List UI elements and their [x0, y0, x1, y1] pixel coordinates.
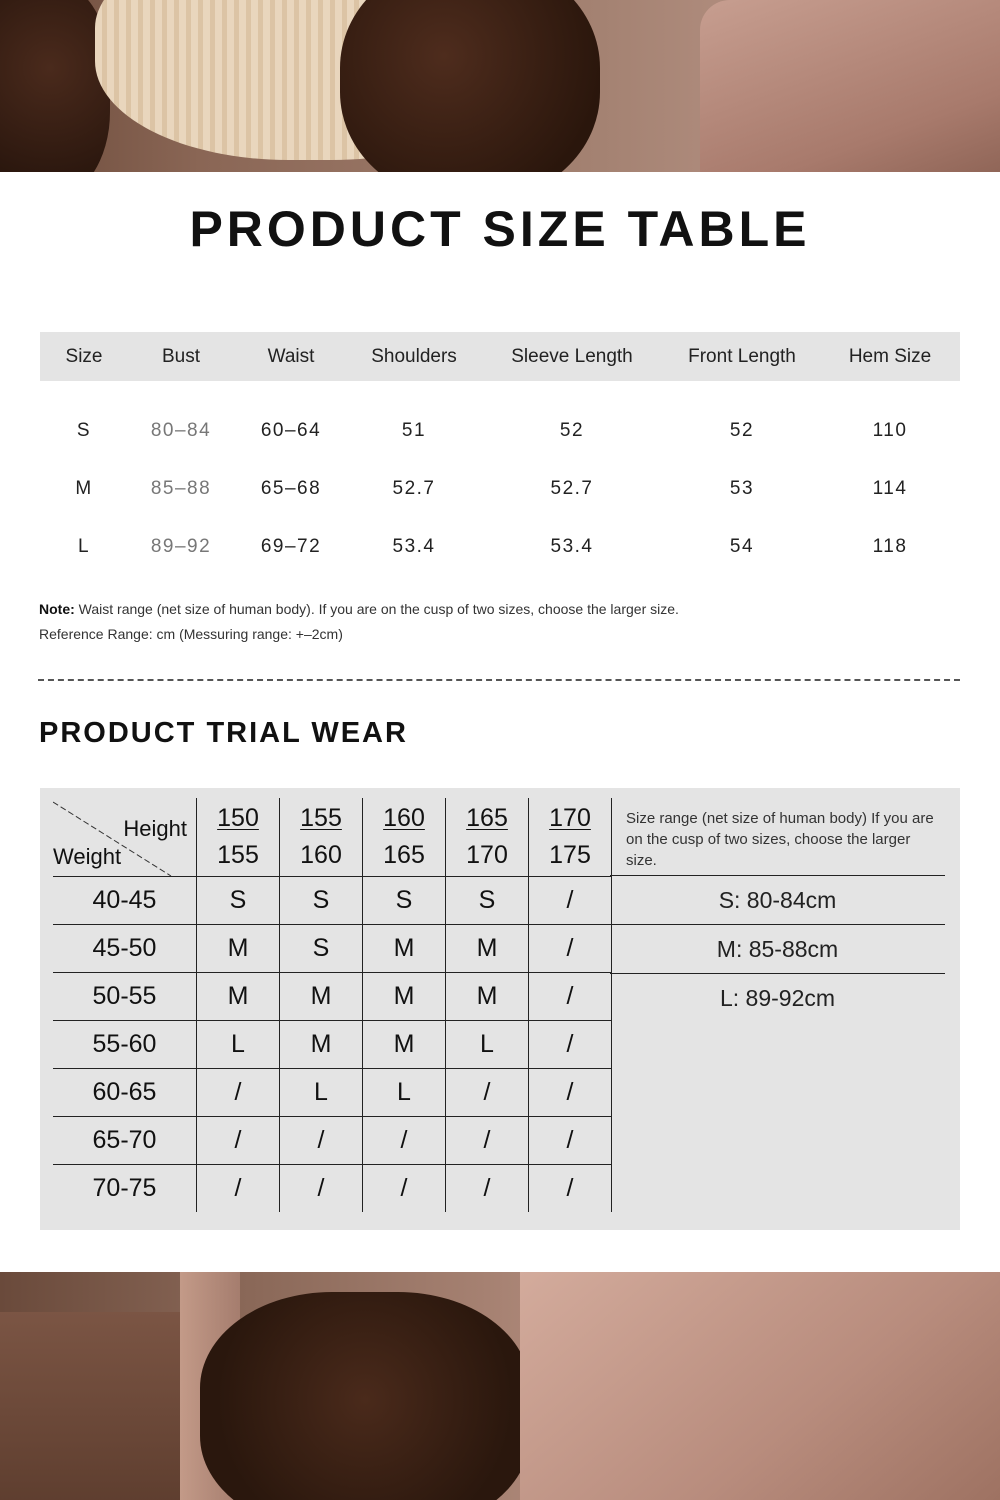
- size-range-l: L: 89-92cm: [719, 985, 836, 1011]
- size-cell: L: [446, 1021, 529, 1069]
- weight-range-cell: 45-50: [53, 925, 197, 973]
- size-cell: M: [363, 925, 446, 973]
- height-from: 160: [383, 804, 425, 832]
- size-cell: S: [197, 877, 280, 925]
- height-from: 155: [300, 804, 342, 832]
- trial-header-row: [53, 798, 612, 877]
- cell-hem-size: 118: [872, 536, 908, 557]
- fur-cuff: [200, 1292, 530, 1500]
- suede-coat: [520, 1272, 1000, 1500]
- size-cell: S: [280, 877, 363, 925]
- size-cell: L: [363, 1069, 446, 1117]
- table-row: [53, 1117, 612, 1165]
- size-cell: /: [529, 1069, 612, 1117]
- weight-range-cell: 40-45: [53, 877, 197, 925]
- size-cell: M: [363, 1021, 446, 1069]
- size-cell: /: [197, 1165, 280, 1213]
- height-range-cell: [529, 798, 612, 877]
- size-cell: /: [197, 1069, 280, 1117]
- cell-sleeve-length: 53.4: [550, 536, 594, 557]
- table-row: [53, 877, 612, 925]
- size-cell: M: [197, 925, 280, 973]
- size-cell: /: [363, 1117, 446, 1165]
- height-range-cell: [197, 798, 280, 877]
- height-from: 170: [549, 804, 591, 832]
- height-from: 150: [217, 804, 259, 832]
- size-cell: /: [280, 1117, 363, 1165]
- size-cell: /: [363, 1165, 446, 1213]
- height-range-cell: [280, 798, 363, 877]
- size-cell: /: [529, 1165, 612, 1213]
- table-row: [53, 925, 612, 973]
- table-row: [40, 518, 960, 576]
- cell-shoulders: 53.4: [392, 536, 436, 557]
- leather-pants: [0, 1312, 210, 1500]
- note-label: Note:: [39, 601, 75, 617]
- dashed-divider: [38, 679, 960, 681]
- note-line: [39, 597, 679, 622]
- height-to: 155: [217, 841, 259, 869]
- header-shoulders: Shoulders: [348, 332, 480, 381]
- header-hem-size: Hem Size: [820, 332, 960, 381]
- header-size: Size: [40, 332, 128, 381]
- weight-range-cell: 65-70: [53, 1117, 197, 1165]
- table-row: [40, 460, 960, 518]
- size-cell: L: [197, 1021, 280, 1069]
- size-cell: /: [529, 973, 612, 1021]
- cell-size: M: [75, 478, 93, 499]
- cell-hem-size: 114: [872, 478, 908, 499]
- cell-bust: 89–92: [150, 536, 212, 557]
- size-cell: M: [446, 925, 529, 973]
- size-cell: M: [446, 973, 529, 1021]
- cell-bust: 80–84: [150, 420, 212, 441]
- header-bust: Bust: [128, 332, 234, 381]
- size-cell: /: [529, 1117, 612, 1165]
- fur-collar-left: [0, 0, 110, 172]
- top-product-photo: [0, 0, 1000, 172]
- size-cell: /: [529, 925, 612, 973]
- size-range-s: S: 80-84cm: [610, 876, 945, 925]
- size-cell: S: [363, 877, 446, 925]
- weight-range-cell: 55-60: [53, 1021, 197, 1069]
- table-row: [53, 1069, 612, 1117]
- height-to: 170: [466, 841, 508, 869]
- cell-sleeve-length: 52: [559, 420, 585, 441]
- cell-shoulders: 51: [401, 420, 427, 441]
- header-front-length: Front Length: [664, 332, 820, 381]
- size-cell: /: [529, 1021, 612, 1069]
- trial-wear-title: PRODUCT TRIAL WEAR: [39, 717, 408, 749]
- cell-shoulders: 52.7: [392, 478, 436, 499]
- table-row: [53, 1165, 612, 1213]
- table-row: [53, 973, 612, 1021]
- height-to: 175: [549, 841, 591, 869]
- size-cell: /: [280, 1165, 363, 1213]
- weight-range-cell: 70-75: [92, 1174, 157, 1202]
- note-text: Waist range (net size of human body). If you are on the cusp of two sizes, choose the larger size.: [74, 601, 679, 617]
- size-range-legend: [610, 798, 945, 1022]
- cell-waist: 65–68: [260, 478, 322, 499]
- fur-collar-right: [340, 0, 600, 172]
- size-cell: S: [280, 925, 363, 973]
- size-cell: /: [529, 877, 612, 925]
- cell-front-length: 52: [729, 420, 755, 441]
- page-title: PRODUCT SIZE TABLE: [189, 201, 811, 257]
- size-cell: /: [446, 1069, 529, 1117]
- header-waist: Waist: [234, 332, 348, 381]
- height-range-cell: [446, 798, 529, 877]
- size-cell: M: [280, 973, 363, 1021]
- table-row: [40, 402, 960, 460]
- size-table: [40, 332, 960, 576]
- cell-waist: 60–64: [260, 420, 322, 441]
- size-cell: M: [197, 973, 280, 1021]
- bottom-product-photo: [0, 1272, 1000, 1500]
- weight-axis-label: Weight: [53, 844, 122, 869]
- height-from: 165: [466, 804, 508, 832]
- cell-waist: 69–72: [260, 536, 322, 557]
- weight-range-cell: 50-55: [53, 973, 197, 1021]
- size-cell: L: [280, 1069, 363, 1117]
- cell-size: L: [77, 536, 91, 557]
- table-row: [53, 1021, 612, 1069]
- height-to: 160: [300, 841, 342, 869]
- height-to: 165: [383, 841, 425, 869]
- reference-range: Reference Range: cm (Messuring range: +–2cm): [39, 626, 343, 642]
- cell-front-length: 53: [729, 478, 755, 499]
- size-cell: /: [446, 1117, 529, 1165]
- diagonal-header-cell: [53, 798, 197, 877]
- size-range-info: Size range (net size of human body) If you are on the cusp of two sizes, choose the larger size.: [610, 798, 945, 876]
- size-cell: /: [197, 1117, 280, 1165]
- size-cell: /: [446, 1165, 529, 1213]
- weight-range-cell: 60-65: [53, 1069, 197, 1117]
- size-note: [39, 597, 679, 647]
- header-sleeve-length: Sleeve Length: [480, 332, 664, 381]
- height-range-cell: [363, 798, 446, 877]
- suede-coat: [700, 0, 1000, 172]
- size-cell: S: [446, 877, 529, 925]
- cell-hem-size: 110: [872, 420, 908, 441]
- cell-size: S: [76, 420, 92, 441]
- cell-sleeve-length: 52.7: [550, 478, 594, 499]
- size-table-header: [40, 332, 960, 381]
- height-axis-label: Height: [123, 816, 187, 841]
- size-cell: M: [363, 973, 446, 1021]
- trial-wear-panel: [40, 788, 960, 1230]
- cell-bust: 85–88: [150, 478, 212, 499]
- size-cell: M: [280, 1021, 363, 1069]
- trial-wear-table: [53, 798, 612, 1212]
- cell-front-length: 54: [729, 536, 755, 557]
- size-range-m: M: 85-88cm: [610, 925, 945, 974]
